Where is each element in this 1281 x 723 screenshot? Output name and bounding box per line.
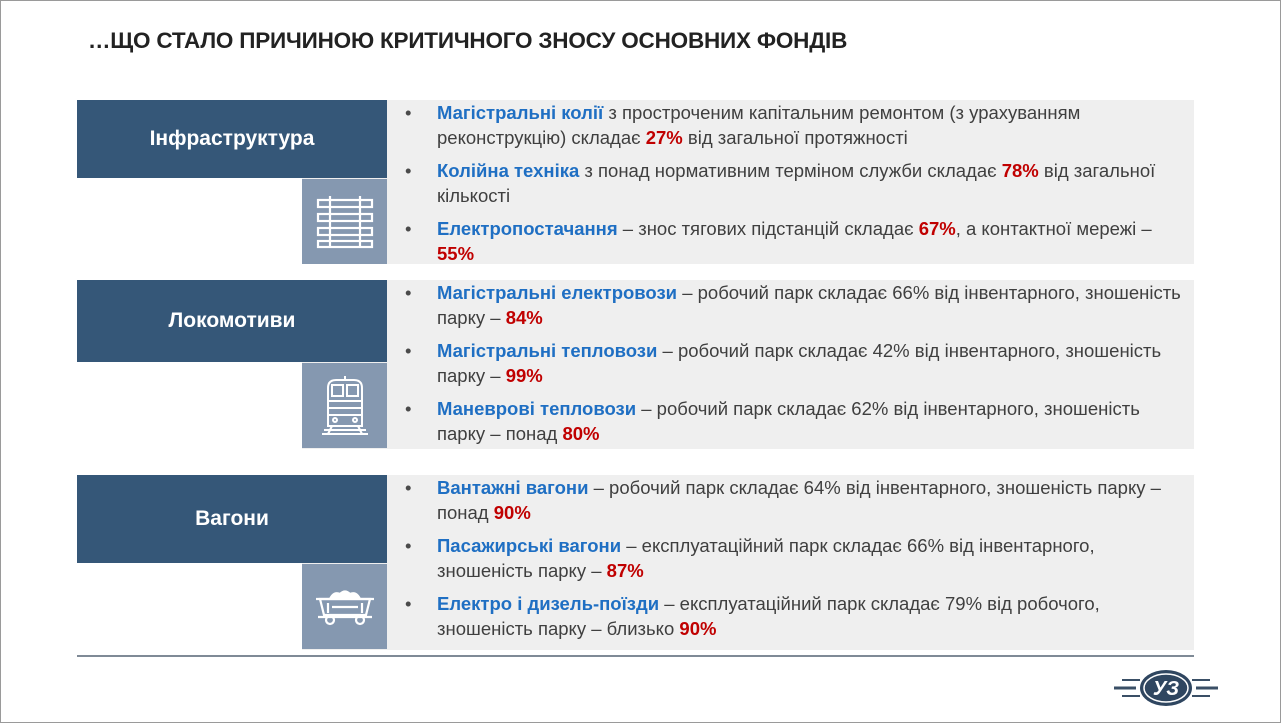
item-text: від загальної кількості	[437, 160, 1156, 206]
section-label: Вагони	[77, 475, 387, 563]
uz-logo-icon	[1112, 664, 1220, 712]
section-gap	[77, 563, 302, 650]
item-percent: 99%	[505, 365, 543, 386]
section-wagons	[77, 475, 1194, 650]
item-percent: 27%	[645, 127, 683, 148]
item-percent: 78%	[1001, 160, 1039, 181]
bullet-item	[400, 396, 1190, 446]
item-percent: 80%	[562, 423, 600, 444]
item-heading: Магістральні колії	[437, 102, 604, 123]
slide-title: …ЩО СТАЛО ПРИЧИНОЮ КРИТИЧНОГО ЗНОСУ ОСНОВНИХ ФОНДІВ	[88, 28, 848, 53]
item-heading: Колійна техніка	[437, 160, 580, 181]
item-text: – знос тягових підстанцій складає	[617, 218, 919, 239]
section-gap	[77, 178, 302, 264]
bullet-item	[400, 533, 1190, 583]
bullet-item	[400, 280, 1190, 330]
item-text: з простроченим капітальним ремонтом (з урахуванням реконструкцію) складає	[437, 102, 1081, 148]
item-text: від загальної протяжності	[682, 127, 908, 148]
item-percent: 90%	[493, 502, 531, 523]
bullet-item	[400, 100, 1190, 150]
item-text: – робочий парк складає 42% від інвентарного, зношеність парку –	[437, 340, 1162, 386]
locomotive-icon	[302, 363, 387, 448]
section-gap	[77, 362, 302, 449]
item-percent: 67%	[918, 218, 956, 239]
item-percent: 87%	[606, 560, 644, 581]
item-heading: Електропостачання	[437, 218, 618, 239]
item-heading: Електро і дизель-поїзди	[437, 593, 660, 614]
item-heading: Вантажні вагони	[437, 477, 589, 498]
bullet-item	[400, 158, 1190, 208]
item-text: з понад нормативним терміном служби складає	[579, 160, 1002, 181]
item-text: – експлуатаційний парк складає 66% від інвентарного, зношеність парку –	[437, 535, 1095, 581]
section-locomotives	[77, 280, 1194, 449]
item-text: – робочий парк складає 66% від інвентарного, зношеність парку –	[437, 282, 1181, 328]
bullet-item	[400, 475, 1190, 525]
bullet-list	[400, 100, 1190, 274]
item-text: – експлуатаційний парк складає 79% від робочого, зношеність парку – близько	[437, 593, 1100, 639]
item-heading: Маневрові тепловози	[437, 398, 637, 419]
item-percent: 55%	[437, 243, 475, 264]
bullet-item	[400, 591, 1190, 641]
rail-track-icon	[302, 179, 387, 264]
section-label: Локомотиви	[77, 280, 387, 362]
item-heading: Магістральні електровози	[437, 282, 678, 303]
item-text: , а контактної мережі –	[955, 218, 1152, 239]
bullet-item	[400, 338, 1190, 388]
bullet-list	[400, 475, 1190, 649]
section-infrastructure	[77, 100, 1194, 264]
logo-text: УЗ	[1152, 678, 1180, 700]
bullet-item	[400, 216, 1190, 266]
freight-wagon-icon	[302, 564, 387, 649]
item-percent: 90%	[679, 618, 717, 639]
bullet-list	[400, 280, 1190, 454]
item-heading: Пасажирські вагони	[437, 535, 622, 556]
item-heading: Магістральні тепловози	[437, 340, 658, 361]
section-label: Інфраструктура	[77, 100, 387, 178]
footer-divider	[77, 655, 1194, 657]
item-text: – робочий парк складає 64% від інвентарного, зношеність парку – понад	[437, 477, 1161, 523]
item-text: – робочий парк складає 62% від інвентарного, зношеність парку – понад	[437, 398, 1140, 444]
item-percent: 84%	[505, 307, 543, 328]
